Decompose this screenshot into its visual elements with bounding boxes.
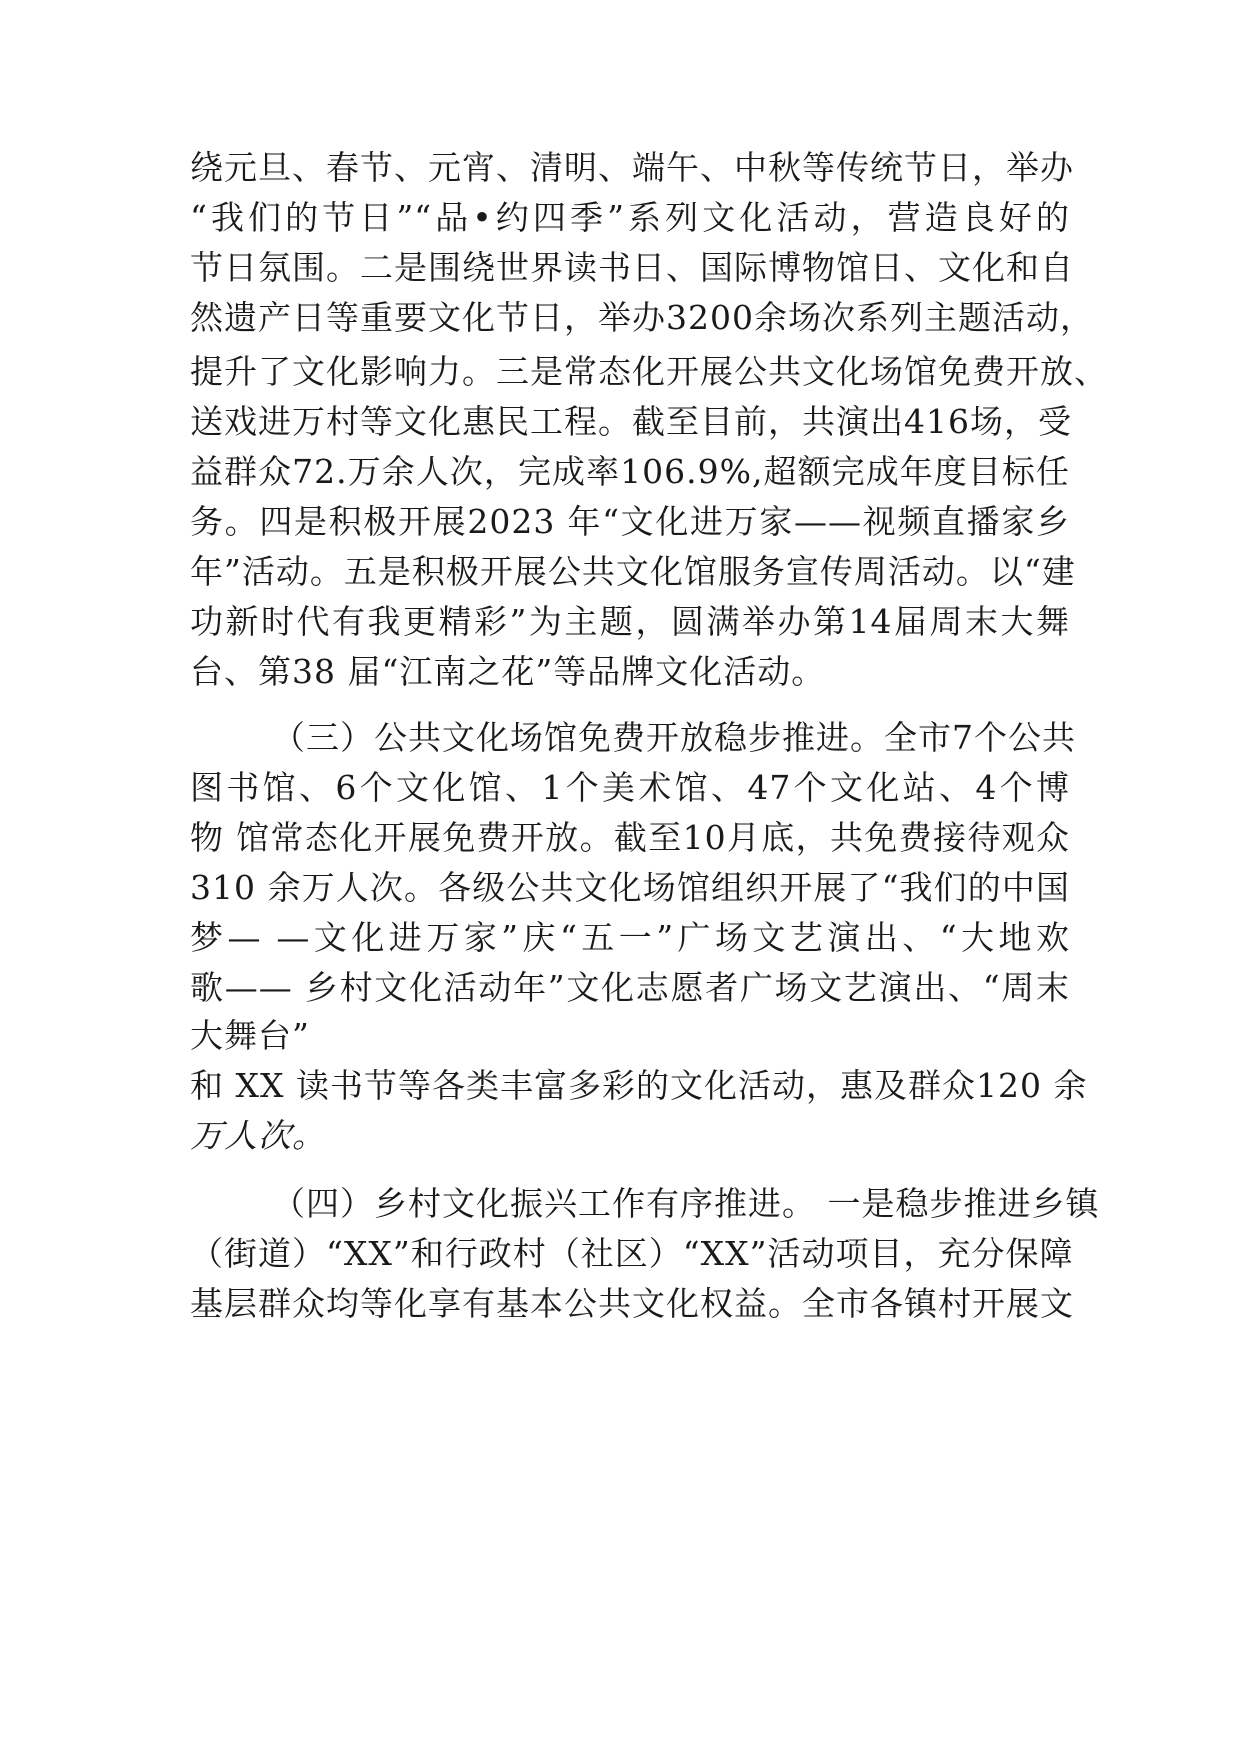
paragraph-line: 310 余万人次。各级公共文化场馆组织开展了“我们的中国 <box>190 868 1070 907</box>
paragraph-line: 益群众72.万余人次，完成率106.9%,超额完成年度目标任 <box>190 452 1070 491</box>
section-heading-4: （四）乡村文化振兴工作有序推进。 一是稳步推进乡镇 <box>272 1184 1100 1223</box>
paragraph-line: 绕元旦、春节、元宵、清明、端午、中秋等传统节日，举办 <box>190 148 1074 187</box>
paragraph-line: 送戏进万村等文化惠民工程。截至目前，共演出416场，受 <box>190 402 1072 441</box>
paragraph-line: 功新时代有我更精彩”为主题，圆满举办第14届周末大舞 <box>190 602 1070 641</box>
paragraph-line: 节日氛围。二是围绕世界读书日、国际博物馆日、文化和自 <box>190 248 1074 287</box>
paragraph-line: 提升了文化影响力。三是常态化开展公共文化场馆免费开放、 <box>190 352 1108 391</box>
paragraph-line: （街道）“XX”和行政村（社区）“XX”活动项目，充分保障 <box>190 1234 1074 1273</box>
paragraph-line: 年”活动。五是积极开展公共文化馆服务宣传周活动。以“建 <box>190 552 1076 591</box>
paragraph-line: 歌—— 乡村文化活动年”文化志愿者广场文艺演出、“周末 <box>190 968 1070 1007</box>
paragraph-line: 物 馆常态化开展免费开放。截至10月底，共免费接待观众 <box>190 818 1070 857</box>
paragraph-line: 然遗产日等重要文化节日，举办3200余场次系列主题活动， <box>190 298 1094 337</box>
paragraph-line: 和 XX 读书节等各类丰富多彩的文化活动，惠及群众120 余 <box>190 1066 1088 1105</box>
paragraph-line: 大舞台” <box>190 1016 310 1055</box>
paragraph-line: “我们的节日”“品•约四季”系列文化活动，营造良好的 <box>190 198 1070 237</box>
paragraph-line: 图书馆、6个文化馆、1个美术馆、47个文化站、4个博 <box>190 768 1070 807</box>
section-heading-3: （三）公共文化场馆免费开放稳步推进。全市7个公共 <box>272 718 1076 757</box>
paragraph-line-last: 万人次。 <box>190 1116 326 1155</box>
paragraph-line: 务。四是积极开展2023 年“文化进万家——视频直播家乡 <box>190 502 1070 541</box>
paragraph-line: 基层群众均等化享有基本公共文化权益。全市各镇村开展文 <box>190 1284 1074 1323</box>
paragraph-line: 梦— —文化进万家”庆“五一”广场文艺演出、“大地欢 <box>190 918 1070 957</box>
paragraph-line-last: 台、第38 届“江南之花”等品牌文化活动。 <box>190 652 826 691</box>
